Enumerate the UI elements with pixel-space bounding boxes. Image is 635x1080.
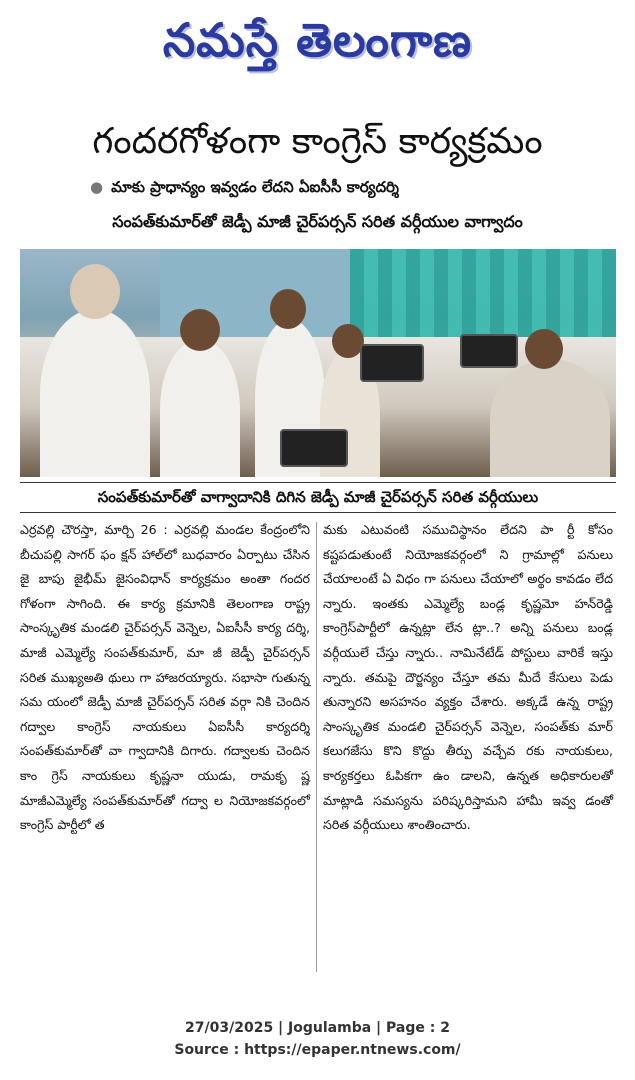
subheading-1-text: మాకు ప్రాధాన్యం ఇవ్వడం లేదని ఏఐసీసీ కార్యదర్శి	[111, 178, 399, 196]
photo-person	[490, 359, 610, 477]
article-headline: గందరగోళంగా కాంగ్రెస్ కార్యక్రమం	[92, 121, 543, 162]
photo-phone	[460, 334, 518, 368]
article-subheading-2: సంపత్‌కుమార్‌తో జెడ్పీ మాజీ చైర్‌పర్సన్ సరిత వర్గీయుల వాగ్వాదం	[112, 212, 523, 231]
photo-caption: సంపత్‌కుమార్‌తో వాగ్వాదానికి దిగిన జెడ్పీ మాజీ చైర్‌పర్సన్ సరిత వర్గీయులు	[97, 488, 539, 506]
photo-head	[270, 289, 306, 329]
footer-dateline: 27/03/2025 | Jogulamba | Page : 2	[185, 1020, 450, 1036]
photo-person	[40, 309, 150, 477]
article-photo	[20, 249, 616, 477]
photo-phone	[360, 344, 424, 382]
column-divider	[316, 522, 317, 972]
caption-rule-bottom	[20, 512, 616, 513]
article-subheading-1	[90, 175, 630, 199]
footer-source-link[interactable]: Source : https://epaper.ntnews.com/	[174, 1042, 461, 1058]
photo-phone	[280, 429, 348, 467]
newspaper-masthead: నమస్తే తెలంగాణ	[162, 13, 473, 67]
caption-rule-top	[20, 482, 616, 483]
article-column-left: ఎర్రవల్లి చౌరస్తా, మార్చి 26 : ఎర్రవల్లి మండల కేంద్రంలోని బీచుపల్లి సాగర్ ఫం క్షన్ హాల్‌లో బుధవారం ఏర్పాటు చేసిన జై బాపు జైభీమ్ జైసంవిధాన్ కార్యక్రమం అంతా గందర గోళంగా సాగింది. ఈ కార్య క్రమానికి తెలంగాణ రాష్ట్ర సాంస్కృతిక మండలి చైర్‌పర్సన్ వెన్నెల, ఏఐసీసీ కార్య దర్శి, మాజీ ఎమ్మెల్యే సంపత్‌కుమార్, మా జీ జెడ్పీ చైర్‌పర్సన్ సరిత ముఖ్యఅతి థులు గా హాజరయ్యారు. సభాసా గుతున్న సమ యంలో జెడ్పీ మాజీ చైర్‌పర్సన్ సరిత వర్గా నికి చెందిన గద్వాల కాంగ్రెస్ నాయకులు ఏఐసీసీ కార్యదర్శి సంపత్‌కుమార్‌తో వా గ్వాదానికి దిగారు. గద్వాలకు చెందిన కాం గ్రెస్ నాయకులు కృష్ణనా యుడు, రామకృ ష్ణ మాజీఎమ్మెల్యే సంపత్‌కుమార్‌తో గద్వా ల నియోజకవర్గంలో కాంగ్రెస్ పార్టీలో త	[20, 522, 310, 833]
bullet-icon: ●	[90, 178, 104, 196]
photo-head	[70, 264, 120, 319]
article-column-right: మకు ఎటువంటి సముచిస్థానం లేదని పా ర్టీ కోసం కష్టపడుతుంటే నియోజకవర్గంలో ని గ్రామాల్లో పనులు చేయాలంటే ఏ విధం గా పనులు చేయాలో అర్థం కావడం లేద న్నారు. ఇంతకు ఎమ్మెల్యే బండ్ల కృష్ణమో హన్‌రెడ్డి కాంగ్రెస్‌పార్టీలో ఉన్నట్లా లేన ట్లా..? అన్ని పనులు బండ్ల వర్గీయులే చేస్తు న్నారు.. నామినేటేడ్ పోస్టులు వారికే ఇస్తు న్నారు. తమపై దౌర్జన్యం చేస్తూ తమ మీదే కేసులు పెడు తున్నారని అసహనం వ్యక్తం చేశారు. అక్కడే ఉన్న రాష్ట్ర సాంస్కృతిక మండలి చైర్‌పర్సన్ వెన్నెల, సంపత్‌కు మార్ కలుగజేసు కొని కొద్దు తీర్పు వచ్చేవ రకు నాయకులు, కార్యకర్తలు ఓపికగా ఉం డాలని, ఉన్నత అధికారులతో మాట్లాడి సమస్యను పరిష్కరిస్తామని హామీ ఇవ్వ డంతో సరిత వర్గీయులు శాంతించారు.	[323, 522, 613, 833]
photo-person	[160, 339, 240, 477]
photo-head	[180, 309, 220, 351]
photo-head	[525, 329, 563, 369]
